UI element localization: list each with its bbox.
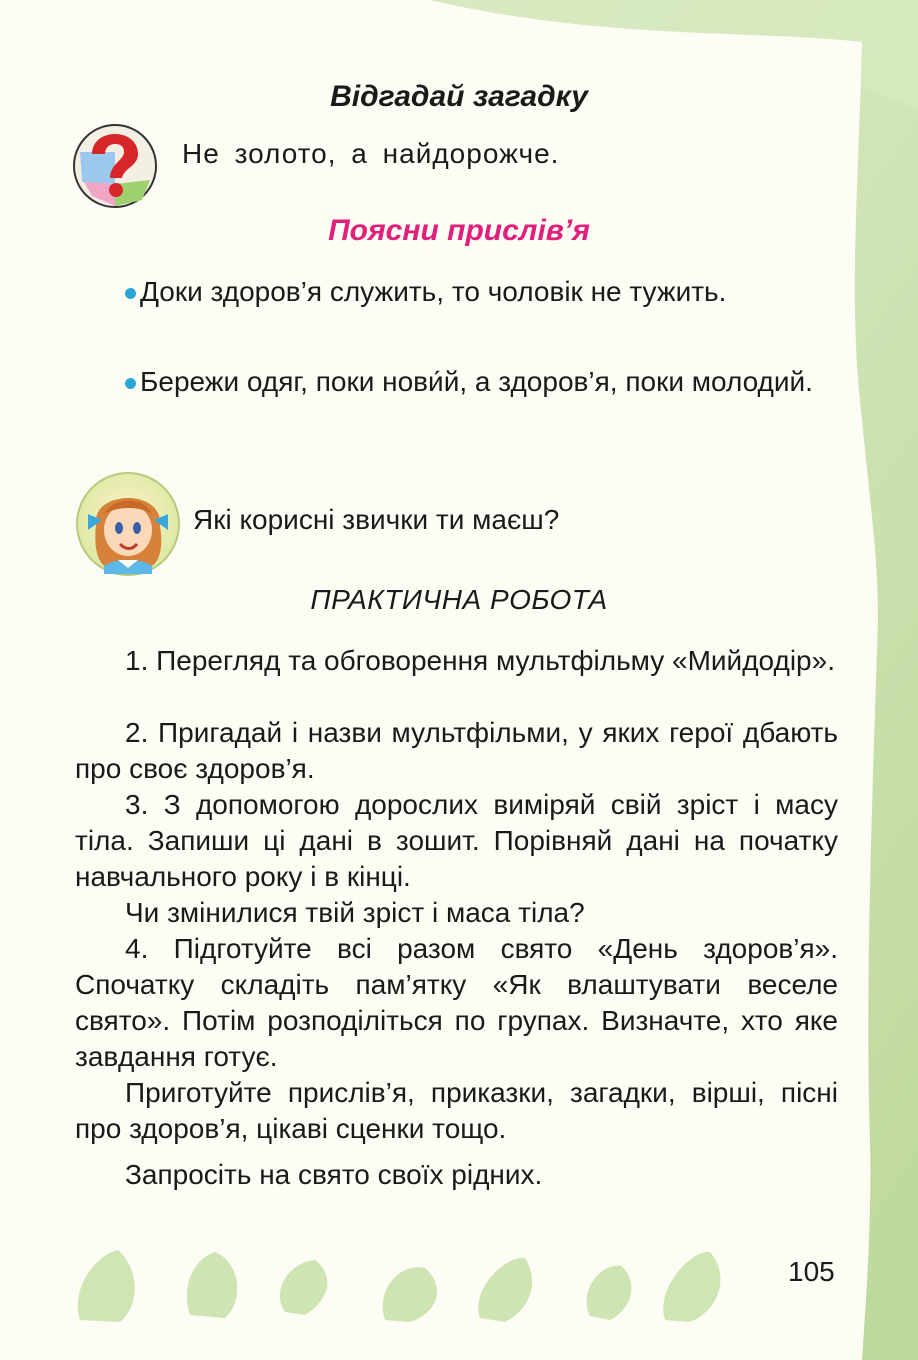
page-number: 105 — [788, 1256, 835, 1287]
practical-paragraph-7: Запросіть на свято своїх рідних. — [125, 1159, 543, 1190]
question-puzzle-icon — [72, 122, 158, 210]
riddle-text: Не золото, а найдорожче. — [182, 138, 560, 169]
bullet-icon — [125, 378, 136, 389]
practical-paragraph-3: 3. З допомогою дорослих виміряй свій зріст і масу тіла. Запиши ці дані в зошит. Порівняй дані на початку навчального року і в кінці. — [75, 789, 838, 892]
practical-paragraph-2: 2. Пригадай і назви мультфільми, у яких герої дбають про своє здоров’я. — [75, 717, 838, 784]
riddle-heading: Відгадай загадку — [330, 80, 588, 113]
question-text: Які корисні звички ти маєш? — [193, 504, 560, 535]
practical-paragraph-4: Чи змінилися твій зріст і маса тіла? — [125, 897, 585, 928]
proverb-item-1: Доки здоров’я служить, то чоловік не тужить. — [75, 274, 838, 310]
practical-paragraph-1: 1. Перегляд та обговорення мультфільму «Мийдодір». — [125, 645, 835, 676]
practical-title: ПРАКТИЧНА РОБОТА — [310, 584, 608, 615]
practical-paragraph-5: 4. Підготуйте всі разом свято «День здоров’я». Спочатку складіть пам’ятку «Як влаштувати веселе свято». Потім розподіліться по групах. Визначте, хто яке завдання готує. — [75, 933, 838, 1072]
proverb-heading: Поясни прислів’я — [328, 214, 590, 247]
proverb-item-2: Бережи одяг, поки нови́й, а здоров’я, поки молодий. — [75, 364, 838, 400]
bullet-icon — [125, 288, 136, 299]
practical-paragraph-6: Приготуйте прислів’я, приказки, загадки, вірші, пісні про здоров’я, цікаві сценки тощо. — [75, 1077, 838, 1144]
girl-avatar-icon — [74, 470, 182, 578]
